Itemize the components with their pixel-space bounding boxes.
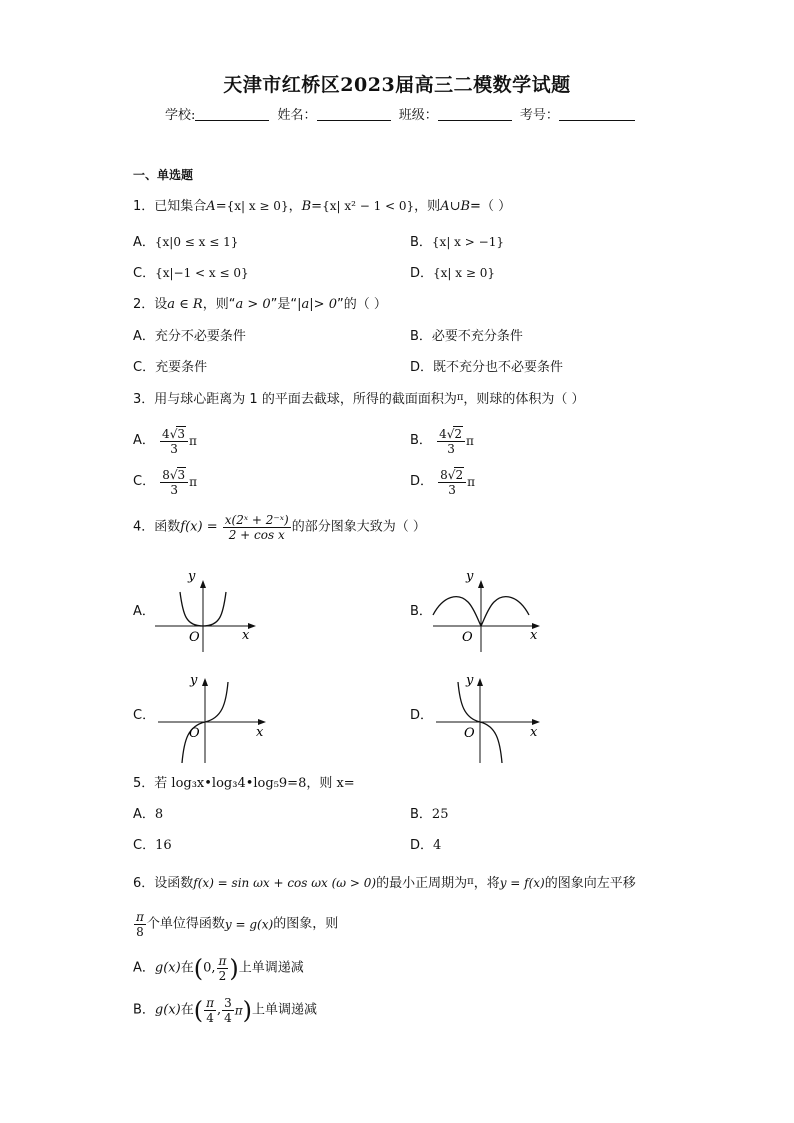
pi-symbol: π [188,434,197,448]
left-paren: ( [193,996,204,1025]
q6-text: 设函数 [154,876,194,891]
option-label: B． [410,604,432,619]
q1-number: 1． [133,199,155,214]
q2-math: |a|> 0 [297,297,337,312]
y-label: y [466,570,474,584]
option-label: A． [133,329,155,344]
q1-math: A [440,199,450,214]
volume-fraction: $\frac{8√3}{3}$ [160,467,188,497]
page-title: 天津市红桥区2023届高三二模数学试题 [223,74,571,96]
q6-text: ，将 [473,876,500,891]
pi-symbol: π [456,392,464,403]
q6-func: y = f(x) [499,876,545,890]
y-arrow-icon [477,678,483,686]
denominator: 3 [447,442,455,456]
denominator: 3 [170,442,178,456]
q4-denominator: 2 + cos x [228,528,285,542]
denominator: 4 [224,1011,232,1025]
q2-option-b[interactable] [410,329,523,345]
pi-symbol: π [467,876,474,887]
denominator: 8 [136,925,144,939]
student-info-line [165,104,639,123]
y-arrow-icon [202,678,208,686]
shift-fraction [134,910,146,939]
x-label: x [530,725,538,740]
q5-number: 5． [133,776,155,791]
question-5 [133,776,355,792]
graph-c [150,668,275,768]
option-label: B． [133,1002,155,1018]
q5-option-d[interactable] [410,838,441,854]
numerator: π [206,996,214,1010]
option-text: 25 [431,807,449,822]
question-2 [133,297,387,313]
q1-math: {x| x² − 1 < 0} [322,199,415,213]
q1-text: ，则 [414,199,441,214]
q6-text: 的图象向左平移 [544,876,636,891]
option-label: B． [410,433,432,448]
y-arrow-icon [200,580,206,588]
option-label: B． [410,329,432,344]
interval-start [204,996,216,1025]
q6-option-a[interactable] [133,954,304,983]
origin-label: O [189,630,200,645]
option-text: {x|0 ≤ x ≤ 1} [154,235,239,249]
q6-func: f(x) = sin ωx + cos ωx (ω > 0) [193,876,377,890]
option-text: 8 [154,807,164,822]
interval-end [217,954,229,983]
x-label: x [256,725,264,740]
q5-option-a[interactable] [133,807,163,823]
numerator: π [218,954,227,968]
denominator: 4 [206,1011,214,1025]
g-func: g(x) [154,960,181,976]
option-label: C． [133,360,156,375]
q1-option-a[interactable] [133,234,238,251]
q1-option-c[interactable] [133,265,249,282]
q6-text: 的图象，则 [273,916,339,932]
question-6-cont [133,910,338,939]
question-1 [133,198,511,215]
option-label: D． [410,266,434,281]
q3-option-a[interactable] [133,426,197,456]
volume-fraction: $\frac{8√2}{3}$ [438,467,466,497]
q4-text: 函数 [154,519,181,535]
denominator: 3 [448,483,456,497]
option-text: 4 [433,838,442,853]
option-text: {x| x ≥ 0} [433,266,495,280]
pi-symbol: π [467,475,475,489]
q5-option-c[interactable] [133,838,172,854]
graph-b [428,570,548,655]
volume-fraction: $\frac{4√2}{3}$ [437,426,465,456]
y-label: y [190,673,198,688]
q1-text: ， [288,199,302,214]
coef: 8 [162,468,170,482]
option-label: D． [410,708,434,723]
q4-func: f(x) = [180,519,218,535]
option-text: {x| x > −1} [431,235,504,249]
q2-option-c[interactable] [133,360,207,376]
radicand: 2 [454,427,462,441]
option-label: B． [410,235,432,250]
option-text: 既不充分也不必要条件 [433,360,564,375]
option-text: 充分不必要条件 [154,329,246,344]
option-label: D． [410,360,434,375]
option-label: C． [133,838,156,853]
q1-math: = [311,199,323,214]
option-text: 在 [180,1002,194,1018]
q3-number: 3． [133,392,155,407]
q3-text: ，则球的体积为（ ） [463,392,585,407]
option-text: 上单调递减 [252,1002,318,1018]
option-label: C． [133,708,156,723]
q2-option-d[interactable] [410,360,563,376]
volume-fraction: $\frac{4√3}{3}$ [160,426,188,456]
coef: 8 [440,468,448,482]
x-label: x [242,628,250,643]
q1-math: B [460,199,471,214]
option-text: 充要条件 [155,360,208,375]
name-label: 姓名： [277,108,317,123]
radicand: 3 [177,427,185,441]
y-label: y [188,570,196,584]
q2-text: ，则“ [202,297,236,312]
option-label: A． [133,604,155,619]
option-text: 16 [155,838,172,853]
x-label: x [530,628,538,643]
q6-text: 的最小正周期为 [376,876,468,891]
numerator: π [136,910,144,924]
school-blank[interactable] [195,107,269,121]
q1-math: = [215,199,227,214]
section-heading: 一、单选题 [133,168,194,182]
q1-math: ∪ [449,199,461,214]
radicand: 3 [177,468,186,482]
q2-math: a ∈ R [167,297,203,312]
q1-text: 已知集合 [154,199,207,214]
class-label: 班级： [398,108,438,123]
q6-func: y = g(x) [224,917,274,932]
q6-number: 6． [133,876,155,891]
origin-label: O [464,726,475,741]
q3-option-b[interactable] [410,426,474,456]
q2-number: 2． [133,297,155,312]
school-label: 学校: [165,108,196,123]
interval-end [222,996,234,1025]
q6-text: 个单位得函数 [146,916,225,932]
exam-no-blank[interactable] [559,107,635,121]
class-blank[interactable] [438,107,512,121]
graph-a [150,570,260,655]
right-paren: ) [229,954,239,983]
g-func: g(x) [154,1002,181,1018]
q3-option-c[interactable] [133,467,197,497]
denominator: 3 [170,483,178,497]
q2-text: ”是“ [270,297,298,312]
option-label: A． [133,433,155,448]
radicand: 2 [455,468,464,482]
y-arrow-icon [478,580,484,588]
option-text: 必要不充分条件 [431,329,523,344]
q4-numerator: x(2ˣ + 2⁻ˣ) [224,513,289,527]
q1-math: A [206,199,216,214]
q3-text: 用与球心距离为 1 的平面去截球，所得的截面面积为 [154,392,457,407]
q3-option-d[interactable] [410,467,475,497]
interval-start: 0, [203,960,216,976]
right-paren: ) [242,996,253,1025]
option-text: {x|−1 < x ≤ 0} [155,266,249,280]
question-6 [133,874,636,892]
graph-d [428,668,553,768]
q2-option-a[interactable] [133,329,246,345]
left-paren: ( [193,954,204,983]
pi-symbol: π [189,475,198,489]
y-label: y [466,673,474,688]
option-label: D． [410,838,434,853]
q1-option-d[interactable] [410,265,495,282]
q6-option-b[interactable] [133,996,317,1025]
option-label: C． [133,474,156,489]
origin-label: O [189,726,200,741]
origin-label: O [462,630,473,645]
option-label: C． [133,266,156,281]
option-label: A． [133,235,155,250]
q2-math: a > 0 [235,297,271,312]
pi-symbol: π [234,1003,243,1018]
q1-text: =（ ） [470,199,512,214]
question-4 [133,513,426,542]
denominator: 2 [218,969,227,983]
coef: 4 [439,427,447,441]
q2-text: 设 [154,297,168,312]
q4-text: 的部分图象大致为（ ） [291,519,426,535]
name-blank[interactable] [317,107,391,121]
q4-fraction [223,513,291,542]
option-text: 在 [180,960,194,976]
q1-option-b[interactable] [410,234,504,251]
option-text: 上单调递减 [238,960,304,976]
q5-option-b[interactable] [410,807,448,823]
coef: 4 [162,427,170,441]
q2-text: ”的（ ） [336,297,387,312]
option-label: D． [410,474,434,489]
option-label: A． [133,960,155,976]
comma: , [217,1002,222,1018]
question-3 [133,390,585,408]
q5-text: 若 log₃x•log₃4•log₅9=8，则 x= [154,776,355,791]
pi-symbol: π [466,434,474,448]
option-label: A． [133,807,155,822]
q1-math: {x| x ≥ 0} [226,199,289,213]
q4-number: 4． [133,519,155,535]
q1-math: B [301,199,312,214]
option-label: B． [410,807,432,822]
numerator: 3 [224,996,232,1010]
exam-no-label: 考号： [519,108,559,123]
